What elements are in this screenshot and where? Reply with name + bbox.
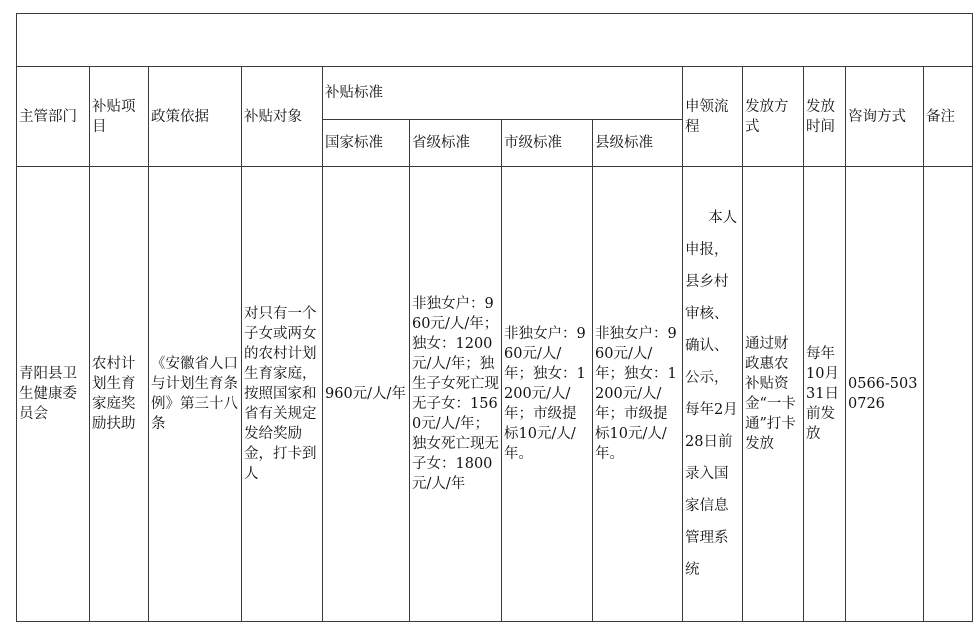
- table-title: [17, 14, 973, 67]
- cell-subsidy-target: 对只有一个子女或两女的农村计划生育家庭，按照国家和省有关规定发给奖励金，打卡到人: [242, 167, 323, 622]
- header-contact: 咨询方式: [846, 67, 924, 167]
- header-subsidy-standard: 补贴标准: [323, 67, 683, 120]
- header-payment-method: 发放方式: [743, 67, 804, 167]
- header-policy-basis: 政策依据: [149, 67, 242, 167]
- header-remarks: 备注: [924, 67, 973, 167]
- header-county: 县级标准: [593, 120, 683, 167]
- header-subsidy-item: 补贴项目: [90, 67, 149, 167]
- cell-policy-basis: 《安徽省人口与计划生育条例》第三十八条: [149, 167, 242, 622]
- cell-payment-method: 通过财政惠农补贴资金“一卡通”打卡发放: [743, 167, 804, 622]
- header-national: 国家标准: [323, 120, 410, 167]
- cell-contact: 0566-5030726: [846, 167, 924, 622]
- cell-remarks: [924, 167, 973, 622]
- cell-municipal: 非独女户：960元/人/年；独女：1200元/人/年；市级提标10元/人/年。: [502, 167, 593, 622]
- cell-national: 960元/人/年: [323, 167, 410, 622]
- cell-payment-time: 每年10月31日前发放: [804, 167, 846, 622]
- cell-county: 非独女户：960元/人/年；独女：1200元/人/年；市级提标10元/人/年。: [593, 167, 683, 622]
- header-payment-time: 发放时间: [804, 67, 846, 167]
- header-provincial: 省级标准: [410, 120, 502, 167]
- header-department: 主管部门: [17, 67, 90, 167]
- header-process: 申领流程: [683, 67, 743, 167]
- cell-provincial: 非独女户：960元/人/年；独女：1200元/人/年；独生子女死亡现无子女：1560元/人/年；独女死亡现无子女：1800元/人/年: [410, 167, 502, 622]
- cell-process: 本人申报，县乡村审核、确认、公示，每年2月28日前录入国家信息管理系统: [683, 167, 743, 622]
- cell-department: 青阳县卫生健康委员会: [17, 167, 90, 622]
- header-subsidy-target: 补贴对象: [242, 67, 323, 167]
- subsidy-table: [16, 13, 973, 622]
- cell-subsidy-item: 农村计划生育家庭奖励扶助: [90, 167, 149, 622]
- header-municipal: 市级标准: [502, 120, 593, 167]
